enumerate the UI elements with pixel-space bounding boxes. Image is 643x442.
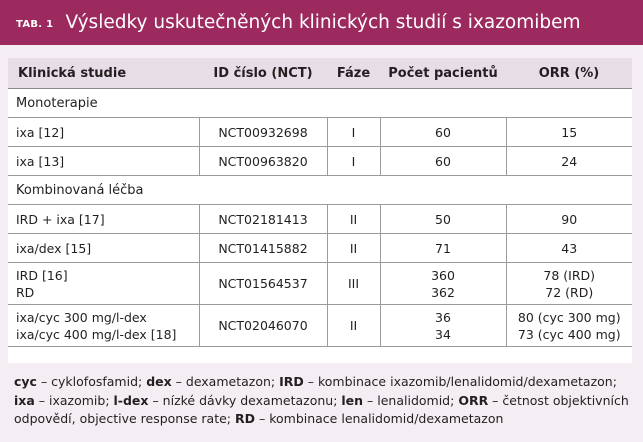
results-table-wrapper xyxy=(8,58,632,363)
table-row xyxy=(8,263,632,305)
group-row xyxy=(8,176,632,205)
orr-cell: 90 xyxy=(506,205,632,234)
table-title-bar xyxy=(0,0,643,45)
orr-line: 78 (IRD) xyxy=(543,267,596,283)
table-row xyxy=(8,118,632,147)
nct-id-cell: NCT02181413 xyxy=(199,205,327,234)
orr-cell xyxy=(506,263,632,305)
legend-abbr: l-dex xyxy=(113,392,149,408)
patient-count-cell xyxy=(380,263,506,305)
study-cell xyxy=(8,263,199,305)
table-title: Výsledky uskutečněných klinických studií s ixazomibem xyxy=(65,12,581,33)
legend-text: – cyklofosfamid; xyxy=(36,374,147,389)
nct-id-cell: NCT00932698 xyxy=(199,118,327,147)
study-line: IRD [16] xyxy=(16,267,68,283)
legend-text: – kombinace ixazomib/lenalidomid/dexametazon; xyxy=(303,374,617,389)
column-header-phase: Fáze xyxy=(327,58,380,89)
legend-text: – nízké dávky dexametazonu; xyxy=(148,392,342,408)
orr-cell: 43 xyxy=(506,234,632,263)
results-table xyxy=(8,58,632,347)
column-header-patient-count: Počet pacientů xyxy=(380,58,506,89)
legend-abbr: IRD xyxy=(279,374,304,389)
column-header-orr: ORR (%) xyxy=(506,58,632,89)
nct-id-cell: NCT01415882 xyxy=(199,234,327,263)
table-row xyxy=(8,234,632,263)
column-header-study: Klinická studie xyxy=(8,58,199,89)
orr-line: 80 (cyc 300 mg) xyxy=(517,309,621,325)
patient-count-cell: 60 xyxy=(380,147,506,176)
table-number-label: TAB. 1 xyxy=(16,18,54,30)
study-line: ixa/cyc 300 mg/l-dex xyxy=(16,309,147,325)
group-label-combination: Kombinovaná léčba xyxy=(8,176,632,205)
patient-count-line: 36 xyxy=(435,309,451,325)
orr-cell xyxy=(506,305,632,347)
legend-abbr: dex xyxy=(146,374,172,389)
patient-count-cell: 71 xyxy=(380,234,506,263)
study-cell: ixa [12] xyxy=(8,118,199,147)
phase-cell: I xyxy=(327,147,380,176)
nct-id-cell: NCT00963820 xyxy=(199,147,327,176)
nct-id-cell: NCT02046070 xyxy=(199,305,327,347)
group-row xyxy=(8,89,632,118)
patient-count-line: 34 xyxy=(435,326,451,342)
legend-abbr: ORR xyxy=(458,392,489,408)
legend-text: – četnost objektivních odpovědí, objective response rate; xyxy=(14,392,629,426)
study-cell: ixa/dex [15] xyxy=(8,234,199,263)
study-cell: ixa [13] xyxy=(8,147,199,176)
legend-abbr: cyc xyxy=(14,374,37,389)
legend-abbr: RD xyxy=(234,411,255,426)
legend-text: – ixazomib; xyxy=(34,392,114,408)
patient-count-line: 360 xyxy=(431,267,455,283)
patient-count-cell: 60 xyxy=(380,118,506,147)
group-label-monotherapy: Monoterapie xyxy=(8,89,632,118)
table-row xyxy=(8,205,632,234)
phase-cell: II xyxy=(327,234,380,263)
legend-text: – lenalidomid; xyxy=(363,392,459,408)
table-row xyxy=(8,147,632,176)
legend-abbr: ixa xyxy=(14,392,35,408)
study-line: ixa/cyc 400 mg/l-dex [18] xyxy=(16,326,177,342)
table-row xyxy=(8,305,632,347)
phase-cell: II xyxy=(327,305,380,347)
nct-id-cell: NCT01564537 xyxy=(199,263,327,305)
orr-cell: 24 xyxy=(506,147,632,176)
orr-cell: 15 xyxy=(506,118,632,147)
table-header-row xyxy=(8,58,632,89)
column-header-nct-id: ID číslo (NCT) xyxy=(199,58,327,89)
abbreviation-legend xyxy=(14,373,636,429)
orr-line: 73 (cyc 400 mg) xyxy=(517,326,621,342)
study-cell: IRD + ixa [17] xyxy=(8,205,199,234)
patient-count-cell: 50 xyxy=(380,205,506,234)
orr-line: 72 (RD) xyxy=(545,284,594,300)
phase-cell: II xyxy=(327,205,380,234)
legend-abbr: len xyxy=(341,392,364,408)
legend-text: – dexametazon; xyxy=(171,374,280,389)
phase-cell: III xyxy=(327,263,380,305)
study-cell xyxy=(8,305,199,347)
patient-count-cell xyxy=(380,305,506,347)
phase-cell: I xyxy=(327,118,380,147)
legend-text: – kombinace lenalidomid/dexametazon xyxy=(255,411,504,426)
patient-count-line: 362 xyxy=(431,284,455,300)
study-line: RD xyxy=(16,284,35,300)
